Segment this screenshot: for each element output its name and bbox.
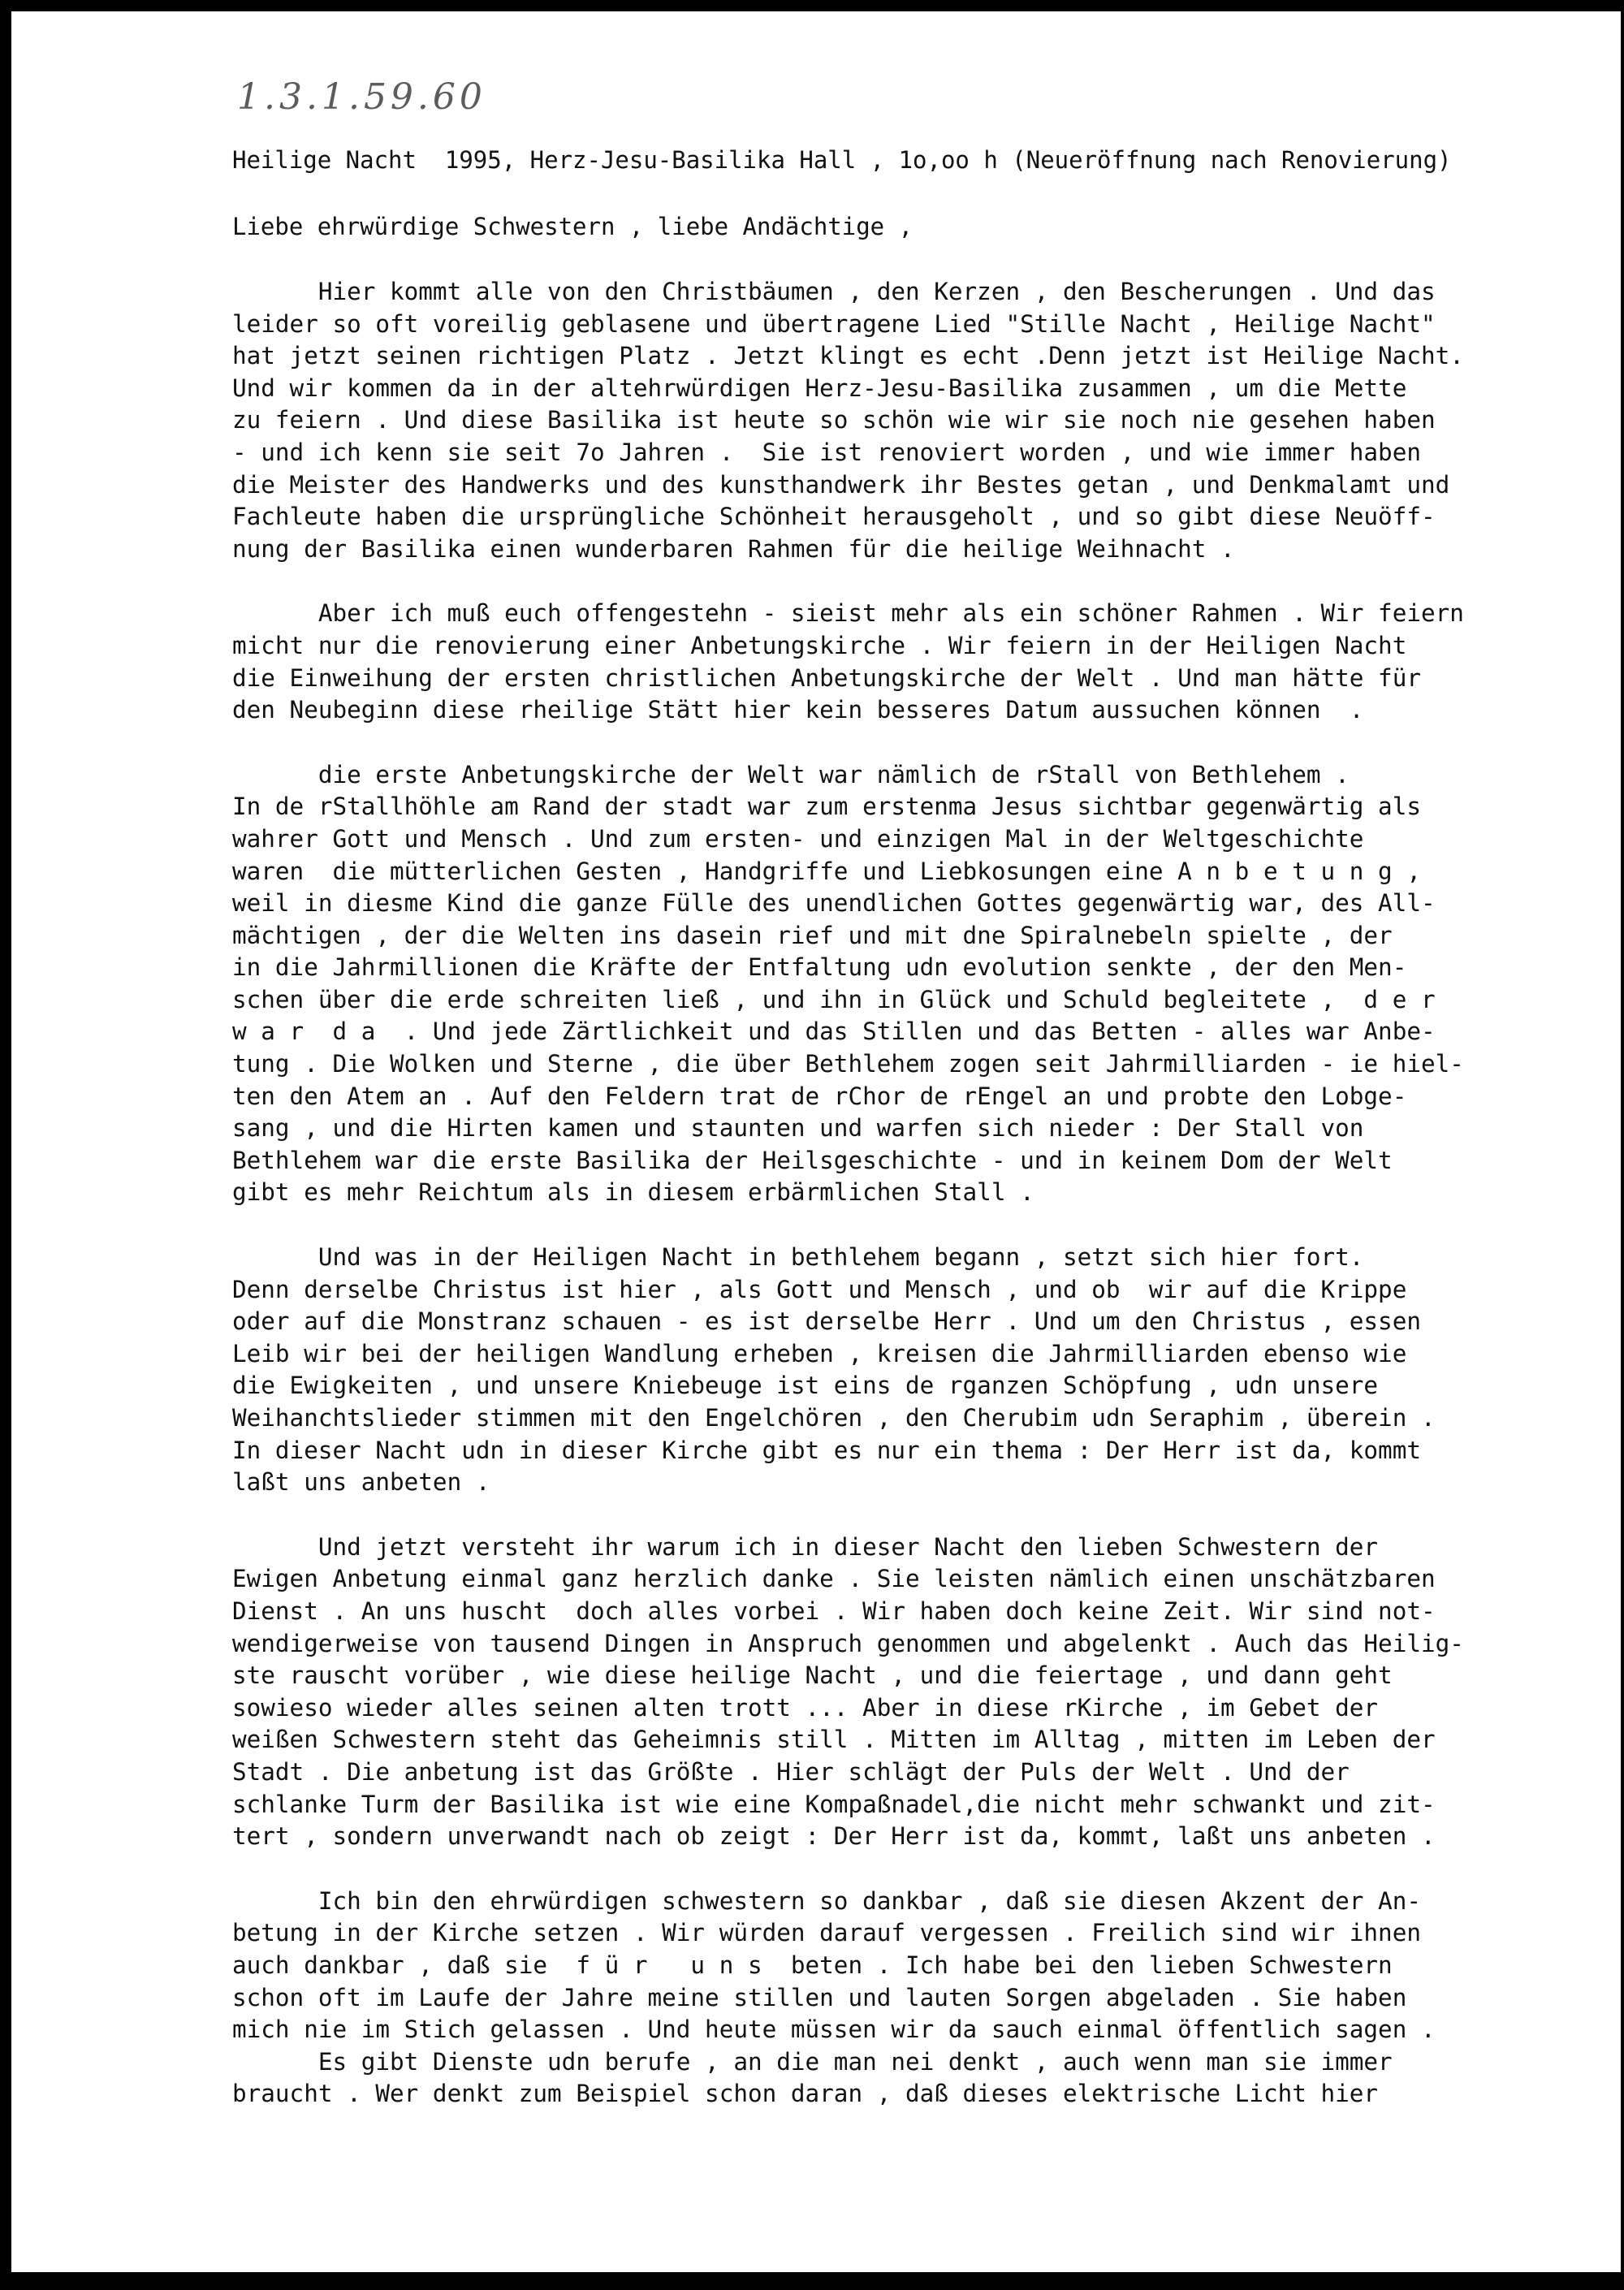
- paragraph: [232, 1242, 1621, 1499]
- text-line: Und wir kommen da in der altehrwürdigen Herz-Jesu-Basilika zusammen , um die Mette: [232, 374, 1407, 402]
- text-line: die erste Anbetungskirche der Welt war nämlich de rStall von Bethlehem .: [232, 760, 1350, 789]
- text-line: Dienst . An uns huscht doch alles vorbei . Wir haben doch keine Zeit. Wir sind not-: [232, 1597, 1436, 1625]
- text-line: wendigerweise von tausend Dingen in Anspruch genommen und abgelenkt . Auch das Heilig-: [232, 1629, 1464, 1657]
- text-line: weil in diesme Kind die ganze Fülle des unendlichen Gottes gegenwärtig war, des All-: [232, 889, 1436, 918]
- text-line: w a r d a . Und jede Zärtlichkeit und das Stillen und das Betten - alles war Anbe-: [232, 1018, 1436, 1046]
- text-line: Weihanchtslieder stimmen mit den Engelchören , den Cherubim udn Seraphim , überein .: [232, 1404, 1436, 1432]
- document-page: [11, 11, 1621, 2272]
- text-line: in die Jahrmillionen die Kräfte der Entfaltung udn evolution senkte , der den Men-: [232, 953, 1407, 982]
- text-line: nung der Basilika einen wunderbaren Rahmen für die heilige Weihnacht .: [232, 534, 1235, 563]
- text-line: Bethlehem war die erste Basilika der Heilsgeschichte - und in keinem Dom der Welt: [232, 1146, 1393, 1174]
- text-line: wahrer Gott und Mensch . Und zum ersten- und einzigen Mal in der Weltgeschichte: [232, 824, 1364, 853]
- text-line: Stadt . Die anbetung ist das Größte . Hier schlägt der Puls der Welt . Und der: [232, 1757, 1350, 1786]
- salutation: Liebe ehrwürdige Schwestern , liebe Andächtige ,: [232, 213, 914, 240]
- text-line: Hier kommt alle von den Christbäumen , den Kerzen , den Bescherungen . Und das: [232, 278, 1436, 305]
- handwritten-archive-number: 1.3.1.59.60: [237, 76, 486, 118]
- text-line: In de rStallhöhle am Rand der stadt war zum erstenma Jesus sichtbar gegenwärtig als: [232, 793, 1421, 821]
- text-line: Leib wir bei der heiligen Wandlung erheben , kreisen die Jahrmilliarden ebenso wie: [232, 1339, 1407, 1368]
- text-line: sowieso wieder alles seinen alten trott ... Aber in diese rKirche , im Gebet der: [232, 1693, 1379, 1722]
- text-line: schon oft im Laufe der Jahre meine stillen und lauten Sorgen abgeladen . Sie haben: [232, 1983, 1407, 2011]
- text-line: Und was in der Heiligen Nacht in bethlehem begann , setzt sich hier fort.: [232, 1243, 1364, 1272]
- text-line: Fachleute haben die ursprüngliche Schönheit herausgeholt , und so gibt diese Neuöff-: [232, 503, 1436, 531]
- text-line: die Einweihung der ersten christlichen Anbetungskirche der Welt . Und man hätte für: [232, 663, 1421, 692]
- text-line: gibt es mehr Reichtum als in diesem erbärmlichen Stall .: [232, 1178, 1034, 1207]
- text-line: In dieser Nacht udn in dieser Kirche gibt es nur ein thema : Der Herr ist da, kommt: [232, 1436, 1421, 1464]
- text-line: tert , sondern unverwandt nach ob zeigt : Der Herr ist da, kommt, laßt uns anbeten .: [232, 1822, 1436, 1851]
- text-line: hat jetzt seinen richtigen Platz . Jetzt klingt es echt .Denn jetzt ist Heilige Nacht.: [232, 342, 1464, 370]
- text-line: Und jetzt versteht ihr warum ich in dieser Nacht den lieben Schwestern der: [232, 1532, 1379, 1561]
- paragraph: [232, 598, 1621, 726]
- text-line: weißen Schwestern steht das Geheimnis still . Mitten im Alltag , mitten im Leben der: [232, 1726, 1436, 1754]
- text-line: mich nie im Stich gelassen . Und heute müssen wir da sauch einmal öffentlich sagen .: [232, 2016, 1436, 2044]
- text-line: Ewigen Anbetung einmal ganz herzlich danke . Sie leisten nämlich einen unschätzbaren: [232, 1565, 1436, 1593]
- paragraph: [232, 1532, 1621, 1853]
- text-line: waren die mütterlichen Gesten , Handgriffe und Liebkosungen eine A n b e t u n g ,: [232, 857, 1421, 885]
- document-heading: Heilige Nacht 1995, Herz-Jesu-Basilika Hall , 1o,oo h (Neueröffnung nach Renovierung): [232, 146, 1452, 174]
- text-line: mächtigen , der die Welten ins dasein rief und mit dne Spiralnebeln spielte , der: [232, 921, 1393, 949]
- text-line: sang , und die Hirten kamen und staunten und warfen sich nieder : Der Stall von: [232, 1114, 1364, 1143]
- text-line: die Meister des Handwerks und des kunsthandwerk ihr Bestes getan , und Denkmalamt und: [232, 470, 1450, 499]
- paragraph: [232, 1886, 1621, 2111]
- text-line: zu feiern . Und diese Basilika ist heute so schön wie wir sie noch nie gesehen haben: [232, 406, 1436, 434]
- text-line: auch dankbar , daß sie f ü r u n s beten . Ich habe bei den lieben Schwestern: [232, 1951, 1393, 1979]
- text-line: die Ewigkeiten , und unsere Kniebeuge ist eins de rganzen Schöpfung , udn unsere: [232, 1372, 1379, 1400]
- paragraph: [232, 276, 1621, 565]
- text-line: den Neubeginn diese rheilige Stätt hier kein besseres Datum aussuchen können .: [232, 696, 1364, 724]
- text-line: tung . Die Wolken und Sterne , die über Bethlehem zogen seit Jahrmilliarden - ie hiel-: [232, 1050, 1464, 1078]
- text-line: Aber ich muß euch offengestehn - sieist mehr als ein schöner Rahmen . Wir feiern: [232, 599, 1464, 628]
- text-line: ste rauscht vorüber , wie diese heilige Nacht , und die feiertage , und dann geht: [232, 1661, 1393, 1690]
- text-line: Denn derselbe Christus ist hier , als Gott und Mensch , und ob wir auf die Krippe: [232, 1275, 1407, 1303]
- text-line: Ich bin den ehrwürdigen schwestern so dankbar , daß sie diesen Akzent der An-: [232, 1886, 1421, 1915]
- text-line: leider so oft voreilig geblasene und übertragene Lied "Stille Nacht , Heilige Nacht": [232, 309, 1436, 338]
- text-line: oder auf die Monstranz schauen - es ist derselbe Herr . Und um den Christus , essen: [232, 1307, 1421, 1336]
- text-line: ten den Atem an . Auf den Feldern trat de rChor de rEngel an und probte den Lobge-: [232, 1082, 1407, 1110]
- text-line: betung in der Kirche setzen . Wir würden darauf vergessen . Freilich sind wir ihnen: [232, 1919, 1421, 1947]
- body-text: [232, 276, 1621, 2143]
- text-line: braucht . Wer denkt zum Beispiel schon daran , daß dieses elektrische Licht hier: [232, 2080, 1379, 2108]
- text-line: - und ich kenn sie seit 7o Jahren . Sie ist renoviert worden , und wie immer haben: [232, 438, 1421, 466]
- text-line: Es gibt Dienste udn berufe , an die man nei denkt , auch wenn man sie immer: [232, 2047, 1393, 2076]
- text-line: laßt uns anbeten .: [232, 1468, 490, 1497]
- paragraph: [232, 759, 1621, 1209]
- text-line: schen über die erde schreiten ließ , und ihn in Glück und Schuld begleitete , d e r: [232, 985, 1436, 1013]
- text-line: micht nur die renovierung einer Anbetungskirche . Wir feiern in der Heiligen Nacht: [232, 631, 1407, 659]
- text-line: schlanke Turm der Basilika ist wie eine Kompaßnadel,die nicht mehr schwankt und zit-: [232, 1790, 1436, 1818]
